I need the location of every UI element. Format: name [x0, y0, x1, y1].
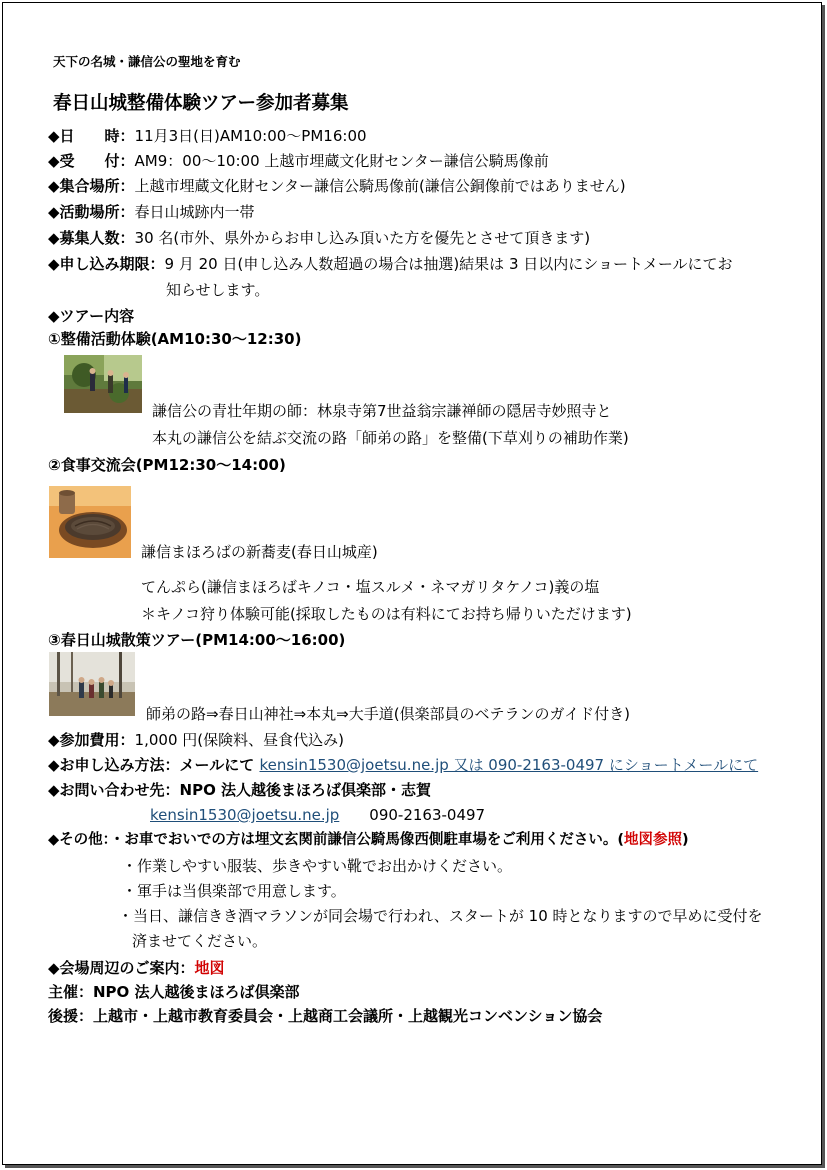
info-deadline [48, 254, 733, 274]
contact-phone: 090-2163-0497 [369, 806, 486, 824]
meeting-label: ◆集合場所： [48, 177, 135, 195]
subtitle: 天下の名城・謙信公の聖地を育む [53, 54, 241, 69]
map-reference-link[interactable]: 地図参照 [624, 832, 683, 848]
fee-value: 1,000 円(保険料、昼食代込み) [134, 731, 344, 749]
section1-heading: ①整備活動体験(AM10:30～12:30) [48, 330, 302, 348]
info-date [48, 126, 367, 146]
section2-line2: てんぷら(謙信まほろばキノコ・塩スルメ・ネマガリタケノコ)義の塩 [141, 578, 600, 596]
soba-photo [49, 486, 131, 558]
other-item2: ・作業しやすい服装、歩きやすい靴でお出かけください。 [122, 857, 513, 875]
date-label: ◆日 時： [48, 127, 135, 145]
apply-link[interactable]: kensin1530@joetsu.ne.jp 又は 090-2163-0497 にショートメールにて [259, 756, 759, 774]
venue-map-link[interactable]: 地図 [194, 959, 225, 977]
activity-label: ◆活動場所： [48, 203, 135, 221]
venue-label: ◆会場周辺のご案内： [48, 959, 195, 977]
other-item4-continuation: 済ませてください。 [132, 932, 268, 950]
organizer: 主催：NPO 法人越後まほろば倶楽部 [48, 983, 300, 1001]
deadline-label: ◆申し込み期限： [48, 255, 165, 273]
apply-label: ◆お申し込み方法：メールにて [48, 756, 260, 774]
other-close: ) [682, 832, 689, 848]
other-item3: ・軍手は当倶楽部で用意します。 [122, 882, 346, 900]
reception-label: ◆受 付： [48, 152, 135, 170]
deadline-continuation: 知らせします。 [166, 281, 270, 299]
other-item4: ・当日、謙信きき酒マラソンが同会場で行われ、スタートが 10 時となりますので早めに受付を [118, 907, 763, 925]
info-reception [48, 151, 549, 171]
section2-line3: ＊キノコ狩り体験可能(採取したものは有料にてお持ち帰りいただけます) [141, 605, 632, 623]
page-title: 春日山城整備体験ツアー参加者募集 [53, 93, 349, 114]
info-meeting [48, 176, 626, 196]
meeting-value: 上越市埋蔵文化財センター謙信公騎馬像前(謙信公銅像前ではありません) [134, 177, 626, 195]
contact-email-row [150, 805, 485, 825]
tour-photo [49, 652, 135, 716]
reception-value: AM9：00～10:00 上越市埋蔵文化財センター謙信公騎馬像前 [134, 152, 549, 170]
contact-row [48, 780, 431, 800]
section2-heading: ②食事交流会(PM12:30～14:00) [48, 456, 286, 474]
deadline-value: 9 月 20 日(申し込み人数超過の場合は抽選)結果は 3 日以内にショートメールにてお [164, 255, 733, 273]
section2-line1: 謙信まほろばの新蕎麦(春日山城産) [141, 543, 378, 561]
info-capacity [48, 228, 590, 248]
support: 後援：上越市・上越市教育委員会・上越商工会議所・上越観光コンベンション協会 [48, 1007, 603, 1025]
contact-label: ◆お問い合わせ先：NPO 法人越後まほろば倶楽部・志賀 [48, 781, 432, 799]
section1-line1: 謙信公の青壮年期の師：林泉寺第7世益翁宗謙禅師の隠居寺妙照寺と [152, 402, 612, 420]
other-row [48, 830, 689, 850]
tour-heading: ◆ツアー内容 [48, 307, 135, 325]
capacity-label: ◆募集人数： [48, 229, 135, 247]
apply-row [48, 755, 758, 775]
venue-row [48, 958, 225, 978]
activity-value: 春日山城跡内一帯 [134, 203, 255, 221]
section1-line2: 本丸の謙信公を結ぶ交流の路「師弟の路」を整備(下草刈りの補助作業) [152, 429, 629, 447]
date-value: 11月3日(日)AM10:00～PM16:00 [134, 127, 367, 145]
section3-line1: 師弟の路⇒春日山神社⇒本丸⇒大手道(倶楽部員のベテランのガイド付き) [146, 705, 630, 723]
other-label: ◆その他：・お車でおいでの方は埋文玄関前謙信公騎馬像西側駐車場をご利用ください。( [48, 832, 625, 848]
info-activity [48, 202, 255, 222]
section3-heading: ③春日山城散策ツアー(PM14:00～16:00) [48, 631, 346, 649]
contact-email-link[interactable]: kensin1530@joetsu.ne.jp [150, 806, 340, 824]
fee-row [48, 730, 344, 750]
fee-label: ◆参加費用： [48, 731, 135, 749]
capacity-value: 30 名(市外、県外からお申し込み頂いた方を優先とさせて頂きます) [134, 229, 591, 247]
work-photo [64, 355, 142, 413]
